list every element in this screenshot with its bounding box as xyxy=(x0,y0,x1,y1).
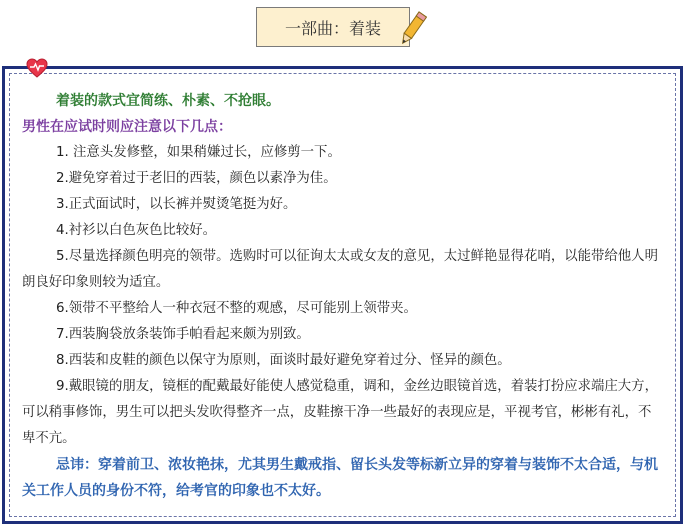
heart-icon xyxy=(26,58,48,78)
list-item: 3.正式面试时，以长裤并熨烫笔挺为好。 xyxy=(56,197,297,212)
section-title-text: 一部曲：着装 xyxy=(284,18,381,38)
list-item: 5.尽量选择颜色明亮的领带。选购时可以征询太太或女友的意见，太过鲜艳显得花哨，以能带给他人明朗良好印象则较为适宜。 xyxy=(22,249,658,290)
list-item: 4.衬衫以白色灰色比较好。 xyxy=(56,223,217,238)
pencil-icon xyxy=(397,9,427,49)
subheading: 男性在应试时则应注意以下几点： xyxy=(22,119,232,135)
article-body xyxy=(22,88,662,504)
section-title xyxy=(256,7,410,47)
list-item: 8.西装和皮鞋的颜色以保守为原则，面谈时最好避免穿着过分、怪异的颜色。 xyxy=(56,353,511,368)
list-item: 6.领带不平整给人一种衣冠不整的观感，尽可能别上领带夹。 xyxy=(56,301,417,316)
list-item: 1. 注意头发修整，如果稍嫌过长，应修剪一下。 xyxy=(56,145,341,160)
taboo-note: 忌讳：穿着前卫、浓妆艳抹，尤其男生戴戒指、留长头发等标新立异的穿着与装饰不太合适，与机关工作人员的身份不符，给考官的印象也不太好。 xyxy=(22,457,658,499)
intro-text: 着装的款式宜简练、朴素、不抢眼。 xyxy=(56,93,280,109)
list-item: 2.避免穿着过于老旧的西装，颜色以素净为佳。 xyxy=(56,171,337,186)
list-item: 9.戴眼镜的朋友，镜框的配戴最好能使人感觉稳重，调和，金丝边眼镜首选，着装打扮应求端庄大方，可以稍事修饰，男生可以把头发吹得整齐一点，皮鞋擦干净一些最好的表现应是，平视考官，彬彬有礼，不卑不亢。 xyxy=(22,379,658,446)
list-item: 7.西装胸袋放条装饰手帕看起来颇为别致。 xyxy=(56,327,310,342)
